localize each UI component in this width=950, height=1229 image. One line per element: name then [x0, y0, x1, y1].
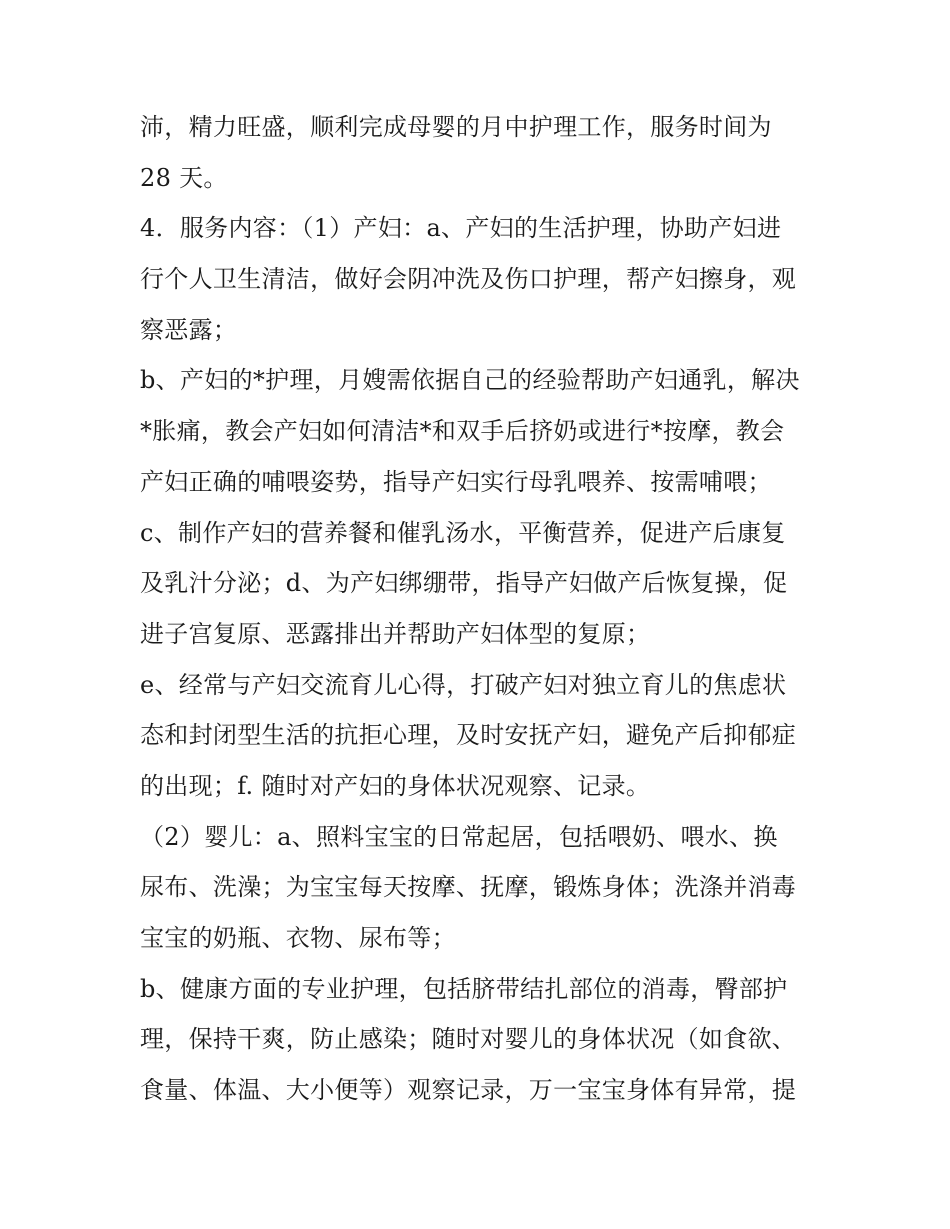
text-line: 宝宝的奶瓶、衣物、尿布等； — [140, 924, 456, 952]
text-line: 理，保持干爽，防止感染；随时对婴儿的身体状况（如食欲、 — [140, 1025, 797, 1054]
text-line: 及乳汁分泌；d、为产妇绑绷带，指导产妇做产后恢复操，促 — [140, 569, 788, 598]
text-line: 态和封闭型生活的抗拒心理，及时安抚产妇，避免产后抑郁症 — [140, 721, 797, 750]
text-line: c、制作产妇的营养餐和催乳汤水，平衡营养，促进产后康复 — [140, 518, 786, 547]
text-line: b、产妇的*护理，月嫂需依据自己的经验帮助产妇通乳，解决 — [140, 366, 800, 395]
document-body — [140, 102, 820, 1116]
text-line: 沛，精力旺盛，顺利完成母婴的月中护理工作，服务时间为 — [140, 113, 772, 141]
text-line: 食量、体温、大小便等）观察记录，万一宝宝身体有异常，提 — [140, 1076, 797, 1105]
text-line: 4．服务内容：（1）产妇：a、产妇的生活护理，协助产妇进 — [140, 214, 782, 243]
text-line: 进子宫复原、恶露排出并帮助产妇体型的复原； — [140, 619, 651, 648]
text-line: 产妇正确的哺喂姿势，指导产妇实行母乳喂养、按需哺喂； — [140, 467, 772, 496]
text-line: *胀痛，教会产妇如何清洁*和双手后挤奶或进行*按摩，教会 — [140, 417, 785, 446]
text-line: b、健康方面的专业护理，包括脐带结扎部位的消毒，臀部护 — [140, 974, 788, 1003]
text-line: 察恶露； — [140, 315, 238, 344]
text-line: 尿布、洗澡；为宝宝每天按摩、抚摩，锻炼身体；洗涤并消毒 — [140, 873, 797, 902]
text-line: 28 天。 — [140, 163, 228, 192]
text-line: 行个人卫生清洁，做好会阴冲洗及伤口护理，帮产妇擦身，观 — [140, 265, 797, 294]
text-line: （2）婴儿：a、照料宝宝的日常起居，包括喂奶、喂水、换 — [140, 822, 778, 851]
text-line: e、经常与产妇交流育儿心得，打破产妇对独立育儿的焦虑状 — [140, 670, 787, 699]
text-line: 的出现；f. 随时对产妇的身体状况观察、记录。 — [140, 771, 651, 800]
